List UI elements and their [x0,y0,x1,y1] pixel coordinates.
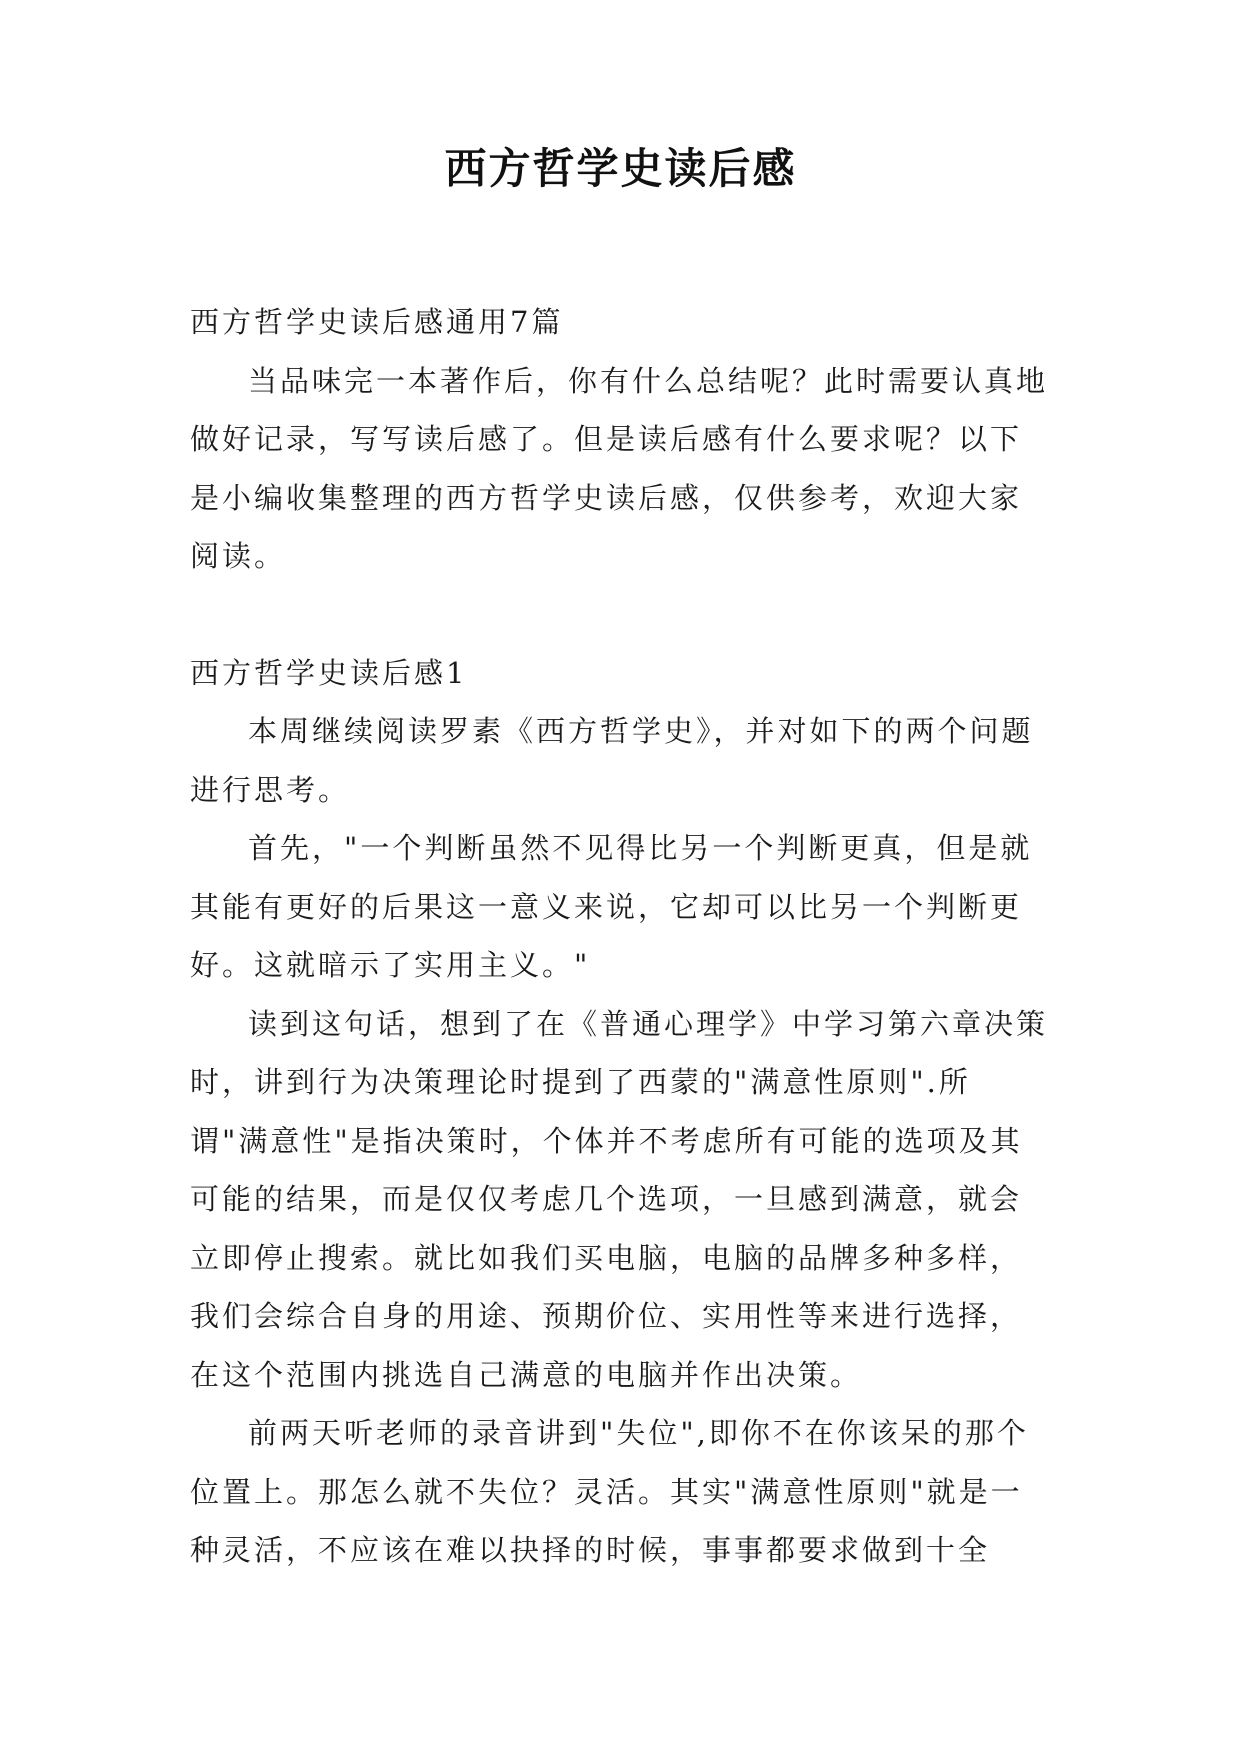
document-title: 西方哲学史读后感 [444,144,797,193]
body-paragraph: 读到这句话，想到了在《普通心理学》中学习第六章决策时，讲到行为决策理论时提到了西蒙的"满意性原则".所谓"满意性"是指决策时，个体并不考虑所有可能的选项及其可能的结果，而是仅仅考虑几个选项，一旦感到满意，就会立即停止搜索。就比如我们买电脑，电脑的品牌多种多样，我们会综合自身的用途、预期价位、实用性等来进行选择，在这个范围内挑选自己满意的电脑并作出决策。 [190,1006,1049,1392]
body-paragraph: 本周继续阅读罗素《西方哲学史》，并对如下的两个问题进行思考。 [190,714,1034,807]
intro-paragraph: 当品味完一本著作后，你有什么总结呢？此时需要认真地做好记录，写写读后感了。但是读后感有什么要求呢？以下是小编收集整理的西方哲学史读后感，仅供参考，欢迎大家阅读。 [190,363,1049,573]
document-body [190,293,1050,1580]
body-paragraph: 前两天听老师的录音讲到"失位",即你不在你该呆的那个位置上。那怎么就不失位？灵活。其实"满意性原则"就是一种灵活，不应该在难以抉择的时候，事事都要求做到十全 [190,1416,1029,1567]
section-heading: 西方哲学史读后感1 [190,655,468,690]
document-subtitle: 西方哲学史读后感通用7篇 [190,305,564,339]
body-paragraph: 首先，"一个判断虽然不见得比另一个判断更真，但是就其能有更好的后果这一意义来说，它却可以比另一个判断更好。这就暗示了实用主义。" [190,831,1033,982]
